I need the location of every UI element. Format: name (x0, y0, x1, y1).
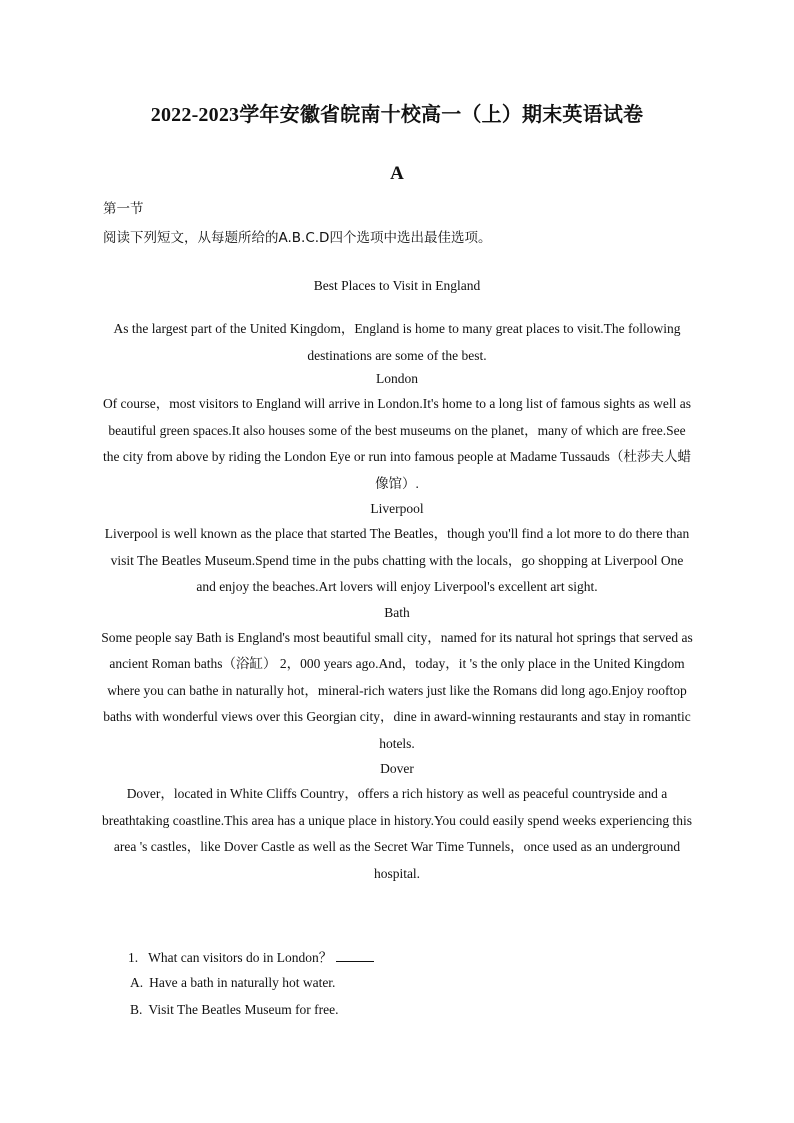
destination-heading: Bath (384, 604, 410, 620)
destination-paragraph: Liverpool is well known as the place that started The Beatles，though you'll find a lot more to do there than visit The Beatles Museum.Spend time in the pubs chatting with the locals，go shopping at Liverpool One and enjoy the beaches.Art lovers will enjoy Liverpool's excellent art sight. (104, 526, 690, 594)
section-letter: A (390, 163, 404, 184)
option-text: Visit The Beatles Museum for free. (148, 1002, 339, 1017)
destination-heading: London (376, 371, 418, 386)
destination-paragraph: Dover，located in White Cliffs Country，offers a rich history as well as peaceful countryside and a breathtaking coastline.This area has a unique place in history.You could easily spend weeks experiencing this area 's castles，like Dover Castle as well as the Secret War Time Tunnels，once used as an underground hospital. (101, 786, 693, 881)
destination-heading: Liverpool (370, 501, 424, 516)
destination-paragraph: Some people say Bath is England's most beautiful small city，named for its natural hot springs that served as ancient Roman baths（浴缸） 2，000 years ago.And，today，it 's the only place in the United Kingdom where you can bathe in naturally hot，mineral-rich waters just like the Romans did long ago.Enjoy rooftop baths with wonderful views over this Georgian city，dine in award-winning restaurants and stay in romantic hotels. (101, 629, 693, 751)
option-text: Have a bath in naturally hot water. (149, 975, 336, 990)
passage-title: Best Places to Visit in England (313, 278, 481, 293)
section-instruction: 阅读下列短文，从每题所给的A.B.C.D四个选项中选出最佳选项。 (103, 230, 492, 246)
passage-intro: As the largest part of the United Kingdom，England is home to many great places to visit.The following destinations are some of the best. (113, 321, 681, 363)
destination-paragraph: Of course，most visitors to England will arrive in London.It's home to a long list of famous sights as well as beautiful green spaces.It also houses some of the best museums on the planet，many of which are free.See the city from above by riding the London Eye or run into famous people at Madame Tussauds（杜莎夫人蜡像馆）. (102, 396, 692, 491)
option-letter: B. (130, 1002, 143, 1017)
page-title: 2022-2023学年安徽省皖南十校高一（上）期末英语试卷 (150, 104, 644, 126)
answer-blank (336, 949, 374, 962)
section-part-label: 第一节 (103, 201, 144, 217)
option-a[interactable] (130, 975, 335, 991)
destination-heading: Dover (380, 761, 414, 776)
question-number: 1. (128, 950, 139, 965)
question-text: What can visitors do in London？ (148, 950, 333, 965)
question-1 (128, 946, 374, 966)
option-b[interactable] (130, 1002, 339, 1018)
reading-passage (100, 276, 694, 887)
option-letter: A. (130, 975, 144, 990)
